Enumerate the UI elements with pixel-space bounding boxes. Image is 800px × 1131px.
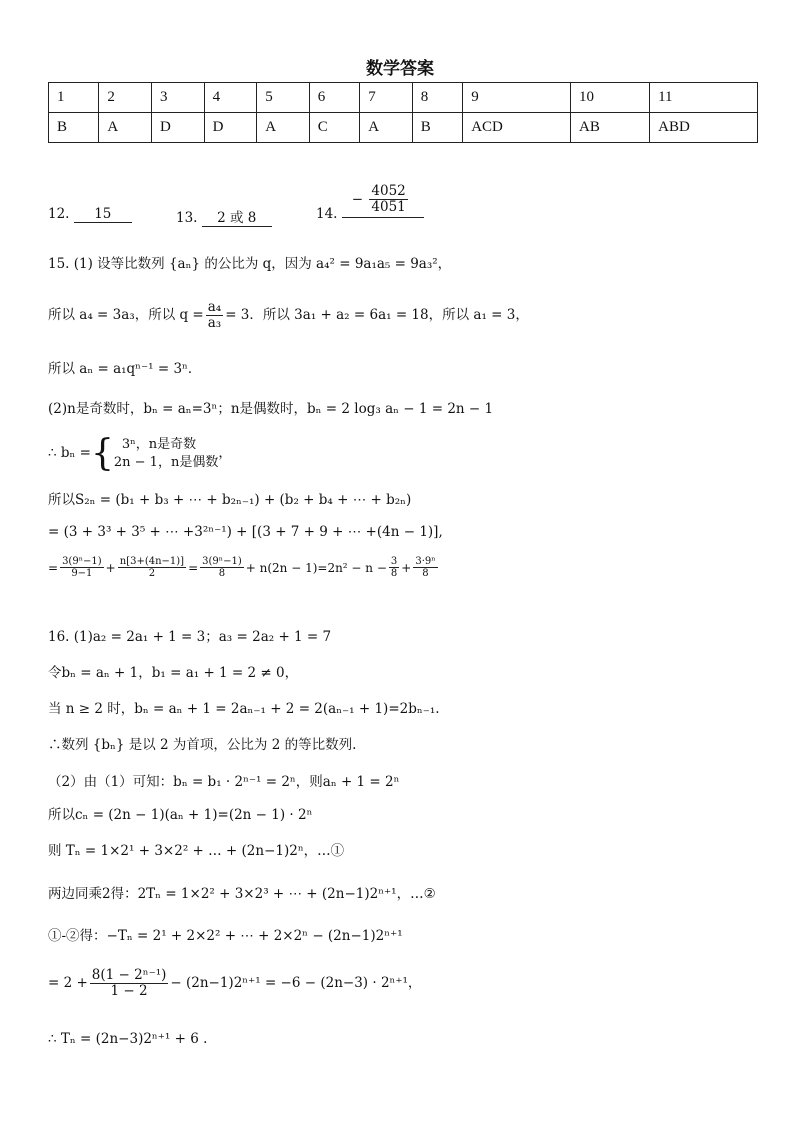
fraction <box>90 968 169 999</box>
q16-line-2: 令bₙ = aₙ + 1，b₁ = a₁ + 1 = 2 ≠ 0， <box>48 665 299 681</box>
q15-text: + n(2n − 1)=2n² − n − <box>245 560 387 575</box>
fraction-numerator: 3 <box>390 556 398 567</box>
table-cell: A <box>360 113 413 143</box>
q15-line-6: 所以S₂ₙ = (b₁ + b₃ + ⋯ + b₂ₙ₋₁) + (b₂ + b₄ + ⋯ + b₂ₙ) <box>48 492 412 508</box>
answer-table <box>48 82 758 143</box>
q15-line-3: 所以 aₙ = a₁qⁿ⁻¹ = 3ⁿ． <box>48 361 202 377</box>
q12-answer: 15 <box>74 206 132 223</box>
q13-line <box>176 206 272 227</box>
table-cell: 5 <box>257 83 310 113</box>
table-cell: C <box>309 113 359 143</box>
table-cell: 8 <box>412 83 462 113</box>
table-cell: B <box>412 113 462 143</box>
q13-answer: 2 或 8 <box>202 206 272 227</box>
q15-text: ， <box>218 445 232 462</box>
q15-text: = <box>188 560 199 575</box>
q16-line-4: ∴数列 {bₙ} 是以 2 为首项，公比为 2 的等比数列. <box>48 737 357 753</box>
table-cell: 10 <box>571 83 650 113</box>
fraction <box>389 556 399 579</box>
table-cell: 9 <box>463 83 571 113</box>
fraction-denominator: 8 <box>390 568 398 579</box>
fraction-numerator: 3(9ⁿ−1) <box>202 556 242 567</box>
fraction-numerator: 3(9ⁿ−1) <box>62 556 102 567</box>
fraction-denominator: a₃ <box>207 314 222 331</box>
table-cell: AB <box>571 113 650 143</box>
piecewise-cases <box>114 436 218 472</box>
table-cell: 7 <box>360 83 413 113</box>
q12-label: 12. <box>48 206 70 222</box>
q14-answer <box>342 184 424 218</box>
fraction-denominator: 1 − 2 <box>110 982 148 999</box>
table-row-numbers <box>49 83 758 113</box>
table-cell: 6 <box>309 83 359 113</box>
q13-label: 13. <box>176 210 198 226</box>
q15-line-7: = (3 + 3³ + 3⁵ + ⋯ +3²ⁿ⁻¹) + [(3 + 7 + 9 + ⋯ +(4n − 1)], <box>48 524 443 540</box>
q15-text: 所以 a₄ = 3a₃，所以 q = <box>48 306 204 323</box>
q16-line-6: 所以cₙ = (2n − 1)(aₙ + 1)=(2n − 1) · 2ⁿ <box>48 807 313 823</box>
q15-line-1: 15. (1) 设等比数列 {aₙ} 的公比为 q，因为 a₄² = 9a₁a₅ = 9a₃²， <box>48 256 452 272</box>
q15-fraction <box>206 300 223 331</box>
q12-line <box>48 206 132 223</box>
q14-line <box>316 180 424 222</box>
fraction <box>200 556 244 579</box>
q16-line-9: ①-②得：−Tₙ = 2¹ + 2×2² + ⋯ + 2×2ⁿ − (2n−1)2ⁿ⁺¹ <box>48 928 403 944</box>
table-cell: 4 <box>204 83 257 113</box>
fraction-denominator: 9−1 <box>71 568 93 579</box>
case-odd: 3ⁿ，n是奇数 <box>121 437 197 452</box>
fraction-numerator: 8(1 − 2ⁿ⁻¹) <box>91 967 167 983</box>
fraction-denominator: 2 <box>148 568 156 579</box>
q16-line-7: 则 Tₙ = 1×2¹ + 3×2² + … + (2n−1)2ⁿ，…① <box>48 843 345 859</box>
q15-line-5 <box>48 433 232 475</box>
table-cell: B <box>49 113 99 143</box>
q15-line-8 <box>48 556 440 579</box>
table-cell: D <box>204 113 257 143</box>
q15-text: + <box>105 560 116 575</box>
table-cell: 1 <box>49 83 99 113</box>
q16-line-3: 当 n ≥ 2 时，bₙ = aₙ + 1 = 2aₙ₋₁ + 2 = 2(aₙ₋₁ + 1)=2bₙ₋₁. <box>48 701 440 717</box>
fraction-numerator: a₄ <box>207 299 222 315</box>
q14-denominator: 4051 <box>371 199 406 215</box>
table-cell: D <box>152 113 205 143</box>
q16-text: − (2n−1)2ⁿ⁺¹ = −6 − (2n−3) · 2ⁿ⁺¹， <box>170 974 422 991</box>
table-cell: A <box>257 113 310 143</box>
table-cell: 3 <box>152 83 205 113</box>
q14-fraction <box>369 184 407 215</box>
q15-text: = 3．所以 3a₁ + a₂ = 6a₁ = 18，所以 a₁ = 3， <box>225 306 529 323</box>
q15-text: + <box>401 560 412 575</box>
fraction-numerator: 3·9ⁿ <box>415 556 436 567</box>
table-row-choices <box>49 113 758 143</box>
q15-text: ∴ bₙ = <box>48 445 91 462</box>
q16-line-8: 两边同乘2得：2Tₙ = 1×2² + 3×2³ + ⋯ + (2n−1)2ⁿ⁺¹，…② <box>48 886 436 902</box>
q15-line-2 <box>48 300 529 331</box>
fraction-denominator: 8 <box>218 568 226 579</box>
q16-line-10 <box>48 968 421 999</box>
q15-text: = <box>48 560 59 575</box>
fraction-denominator: 8 <box>422 568 429 579</box>
case-even: 2n − 1，n是偶数 <box>113 455 219 471</box>
q14-sign: − <box>351 191 364 208</box>
table-cell: ACD <box>463 113 571 143</box>
fraction-numerator: n[3+(4n−1)] <box>119 556 185 567</box>
q14-label: 14. <box>316 206 338 222</box>
table-cell: 2 <box>99 83 152 113</box>
table-cell: A <box>99 113 152 143</box>
q16-text: = 2 + <box>48 974 88 991</box>
q15-line-4: (2)n是奇数时，bₙ = aₙ=3ⁿ；n是偶数时，bₙ = 2 log₃ aₙ − 1 = 2n − 1 <box>48 401 494 417</box>
fraction <box>118 556 186 579</box>
q16-line-11: ∴ Tₙ = (2n−3)2ⁿ⁺¹ + 6 . <box>48 1031 208 1047</box>
table-cell: ABD <box>650 113 758 143</box>
fraction <box>413 556 437 579</box>
left-brace-icon: { <box>90 433 114 475</box>
fraction <box>60 556 104 579</box>
table-cell: 11 <box>650 83 758 113</box>
page-title: 数学答案 <box>366 59 434 79</box>
q16-line-5: （2）由（1）可知：bₙ = b₁ · 2ⁿ⁻¹ = 2ⁿ，则aₙ + 1 = 2ⁿ <box>48 774 400 790</box>
q14-numerator: 4052 <box>371 183 406 200</box>
q16-line-1: 16. (1)a₂ = 2a₁ + 1 = 3；a₃ = 2a₂ + 1 = 7 <box>48 629 332 645</box>
